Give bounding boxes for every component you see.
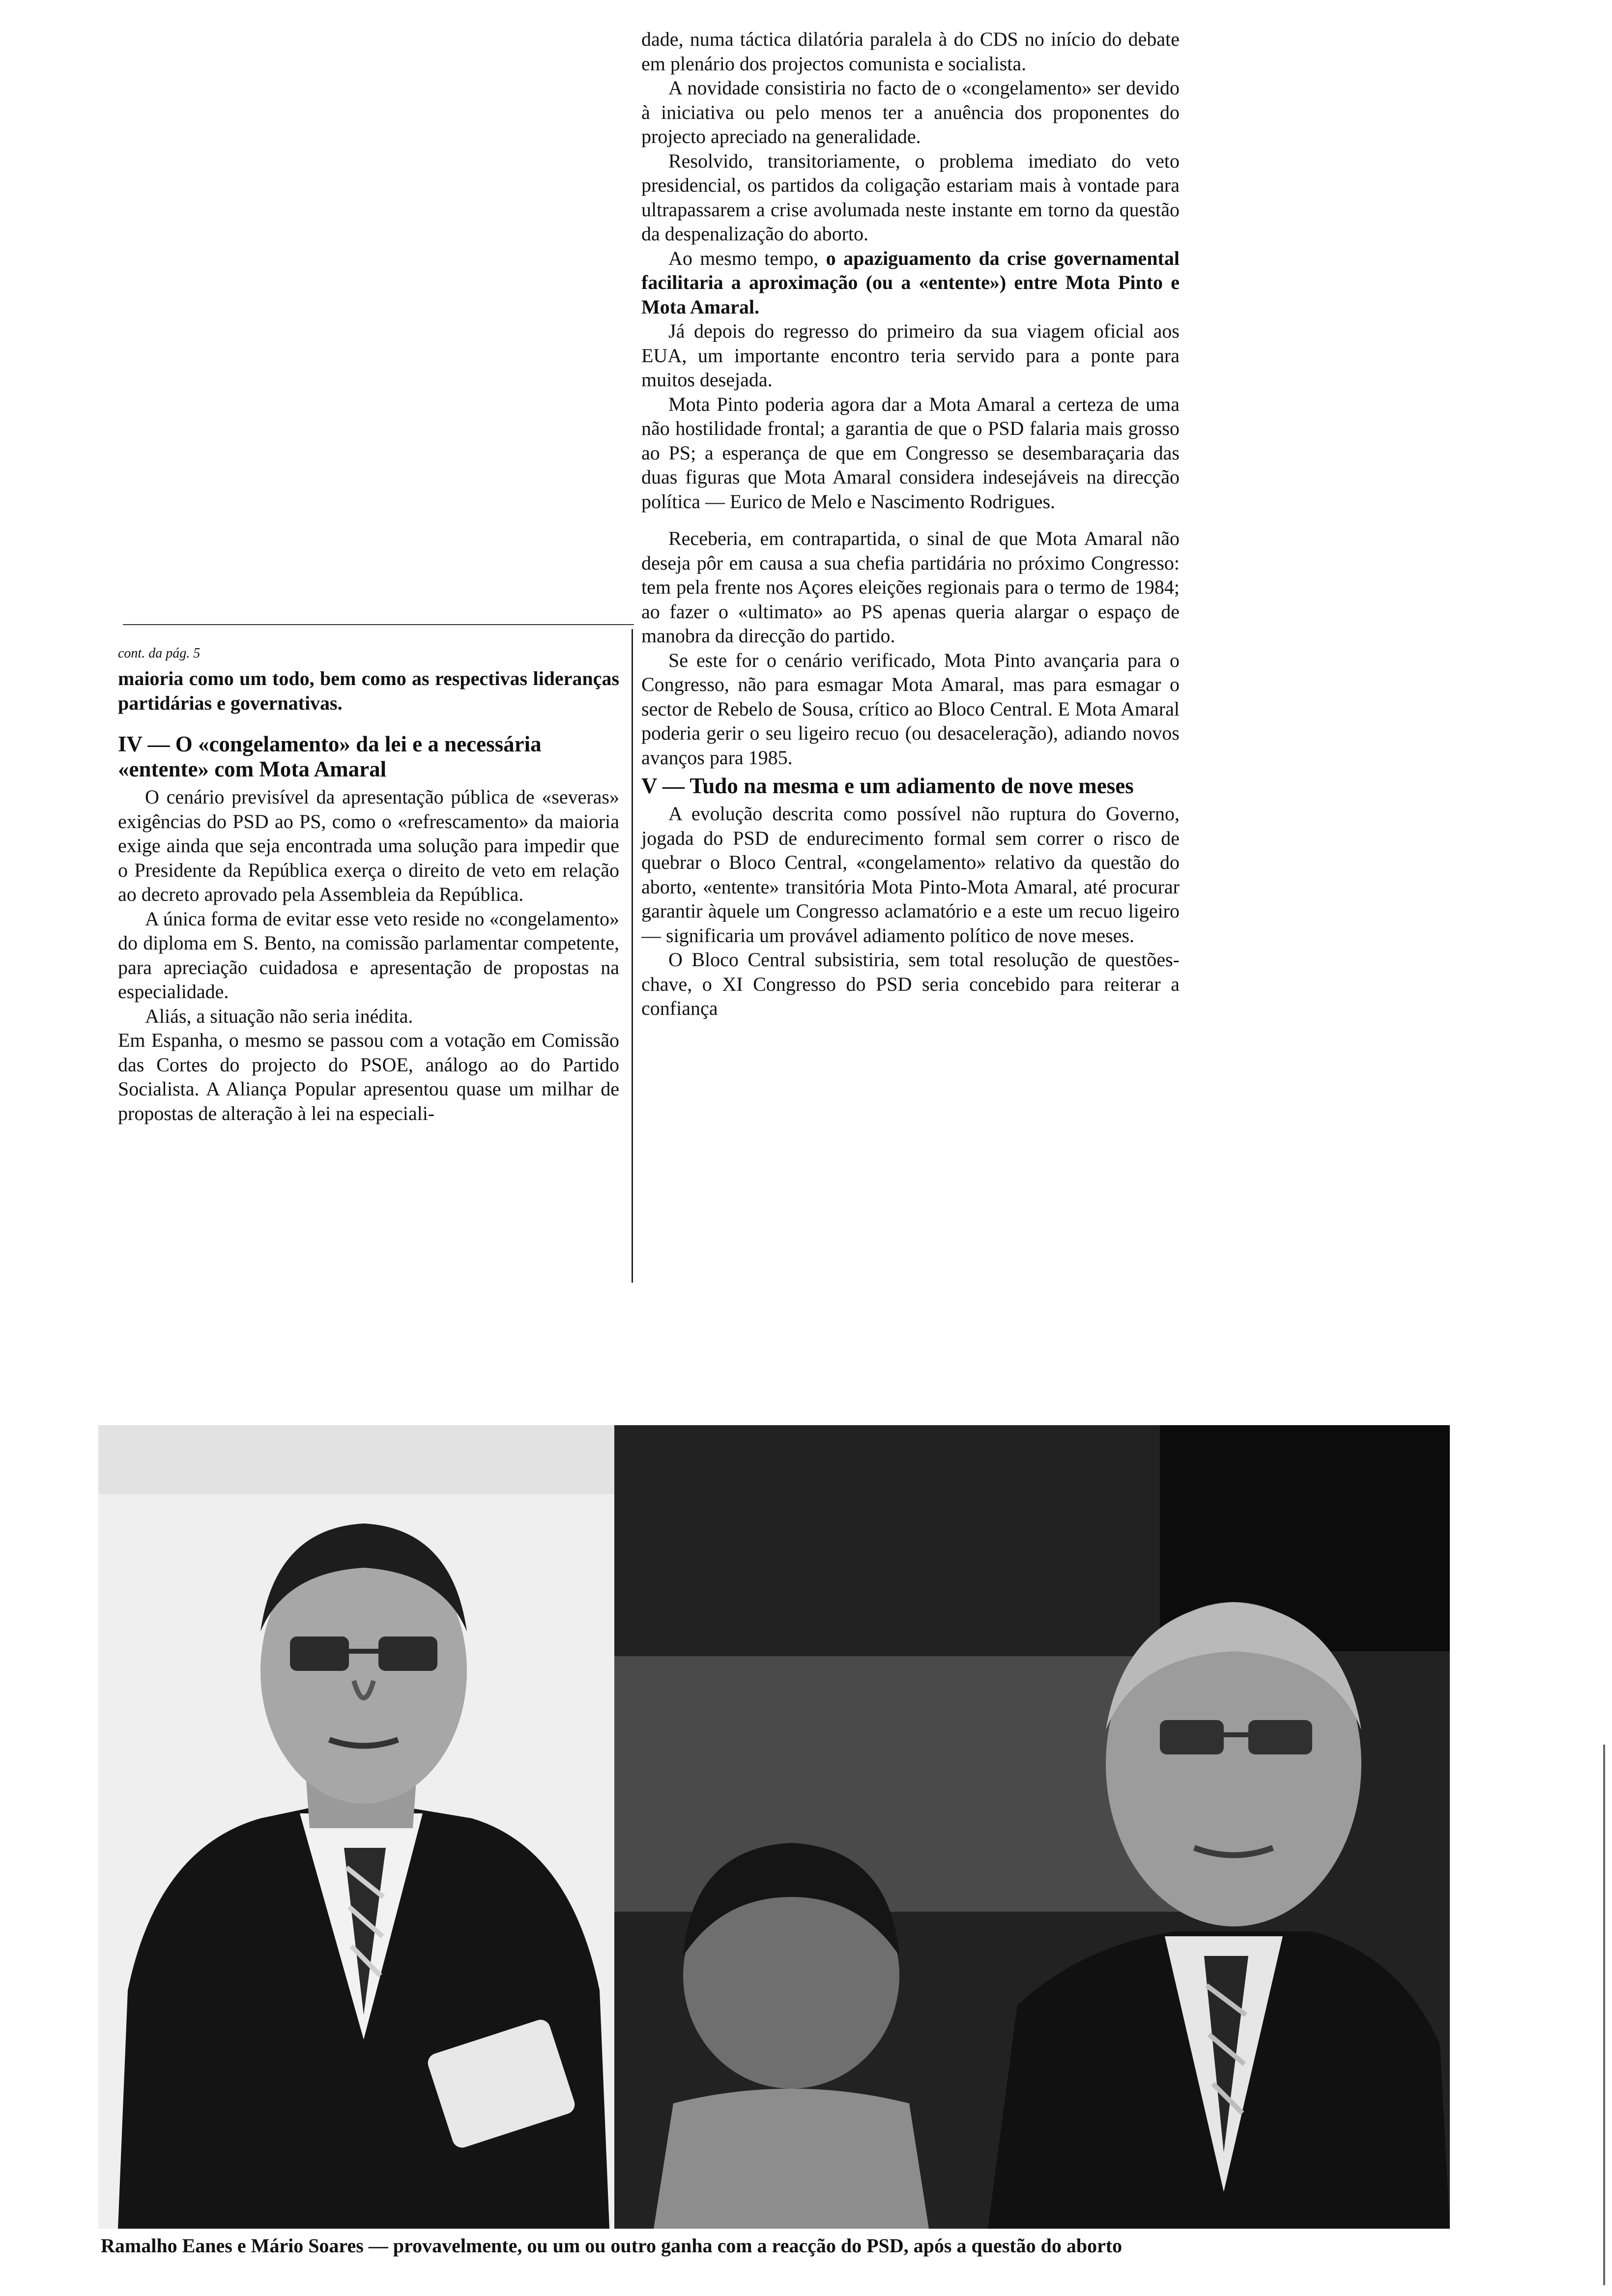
section-heading-iv: IV — O «congelamento» da lei e a necessária «entente» com Mota Amaral xyxy=(118,732,542,781)
paragraph: O Bloco Central subsistiria, sem total resolução de questões-chave, o XI Congresso do PSD seria concebido para reiterar a confiança xyxy=(641,948,1180,1019)
paragraph: dade, numa táctica dilatória paralela à do CDS no início do debate em plenário dos projectos comunista e socialista. xyxy=(641,28,1180,75)
paragraph-lead: Ao mesmo tempo, xyxy=(668,247,826,269)
paragraph: Já depois do regresso do primeiro da sua viagem oficial aos EUA, um importante encontro teria servido para a ponte para muitos desejada. xyxy=(641,320,1180,391)
paragraph: A única forma de evitar esse veto reside no «congelamento» do diploma em S. Bento, na comissão parlamentar competente, para apreciação cuidadosa e apresentação de propostas na especialidade. xyxy=(118,907,619,1003)
paragraph-bold: o apaziguamento da crise governamental facilitaria a aproximação (ou a «entente») entre Mota Pinto e Mota Amaral. xyxy=(641,247,1180,318)
divider xyxy=(123,624,634,625)
page-edge-mark xyxy=(1603,1745,1605,2285)
right-column xyxy=(641,27,1180,1021)
paragraph: Aliás, a situação não seria inédita. xyxy=(145,1004,413,1027)
paragraph: Em Espanha, o mesmo se passou com a votação em Comissão das Cortes do projecto do PSOE, análogo ao do Partido Socialista. A Aliança Popular apresentou quase um milhar de propostas de alteração à lei na especiali- xyxy=(118,1029,619,1124)
paragraph: A evolução descrita como possível não ruptura do Governo, jogada do PSD de endurecimento formal sem correr o risco de quebrar o Bloco Central, «congelamento» relativo da questão do aborto, «entente» transitória Mota Pinto-Mota Amaral, até procurar garantir àquele um Congresso aclamatório e a este um recuo ligeiro — significaria um provável adiamento político de nove meses. xyxy=(641,803,1180,947)
intro-paragraph: maioria como um todo, bem como as respectivas lideranças partidárias e governativas. xyxy=(118,667,619,714)
photo-mario-soares xyxy=(614,1425,1450,2229)
portrait-illustration xyxy=(614,1425,1450,2229)
paragraph xyxy=(641,246,1180,319)
paragraph: O cenário previsível da apresentação pública de «severas» exigências do PSD ao PS, como o «refrescamento» da maioria exige ainda que seja encontrada uma solução para impedir que o Presidente da República exerça o direito de veto em relação ao decreto aprovado pela Assembleia da República. xyxy=(118,786,619,905)
photo-ramalho-eanes xyxy=(98,1425,629,2229)
left-column xyxy=(118,644,619,1125)
photo-caption: Ramalho Eanes e Mário Soares — provavelmente, ou um ou outro ganha com a reacção do PSD, após a questão do aborto xyxy=(101,2235,1123,2257)
paragraph: A novidade consistiria no facto de o «congelamento» ser devido à iniciativa ou pelo menos ter a anuência dos proponentes do projecto apreciado na generalidade. xyxy=(641,77,1180,147)
section-heading-v: V — Tudo na mesma e um adiamento de nove meses xyxy=(641,774,1134,798)
paragraph: Mota Pinto poderia agora dar a Mota Amaral a certeza de uma não hostilidade frontal; a garantia de que o PSD falaria mais grosso ao PS; a esperança de que em Congresso se desembaraçaria das duas figuras que Mota Amaral considera indesejáveis na direcção política — Eurico de Melo e Nascimento Rodrigues. xyxy=(641,393,1180,513)
continued-note: cont. da pág. 5 xyxy=(118,646,201,661)
paragraph: Receberia, em contrapartida, o sinal de que Mota Amaral não deseja pôr em causa a sua chefia partidária no próximo Congresso: tem pela frente nos Açores eleições regionais para o termo de 1984; ao fazer o «ultimato» ao PS apenas queria alargar o espaço de manobra da direcção do partido. xyxy=(641,527,1180,647)
paragraph: Se este for o cenário verificado, Mota Pinto avançaria para o Congresso, não para esmagar Mota Amaral, mas para esmagar o sector de Rebelo de Sousa, crítico ao Bloco Central. E Mota Amaral poderia gerir o seu ligeiro recuo (ou desaceleração), adiando novos avanços para 1985. xyxy=(641,649,1180,769)
column-rule xyxy=(632,629,633,1283)
portrait-illustration xyxy=(98,1425,629,2229)
paragraph: Resolvido, transitoriamente, o problema imediato do veto presidencial, os partidos da coligação estariam mais à vontade para ultrapassarem a crise avolumada neste instante em torno da questão da despenalização do aborto. xyxy=(641,149,1180,245)
